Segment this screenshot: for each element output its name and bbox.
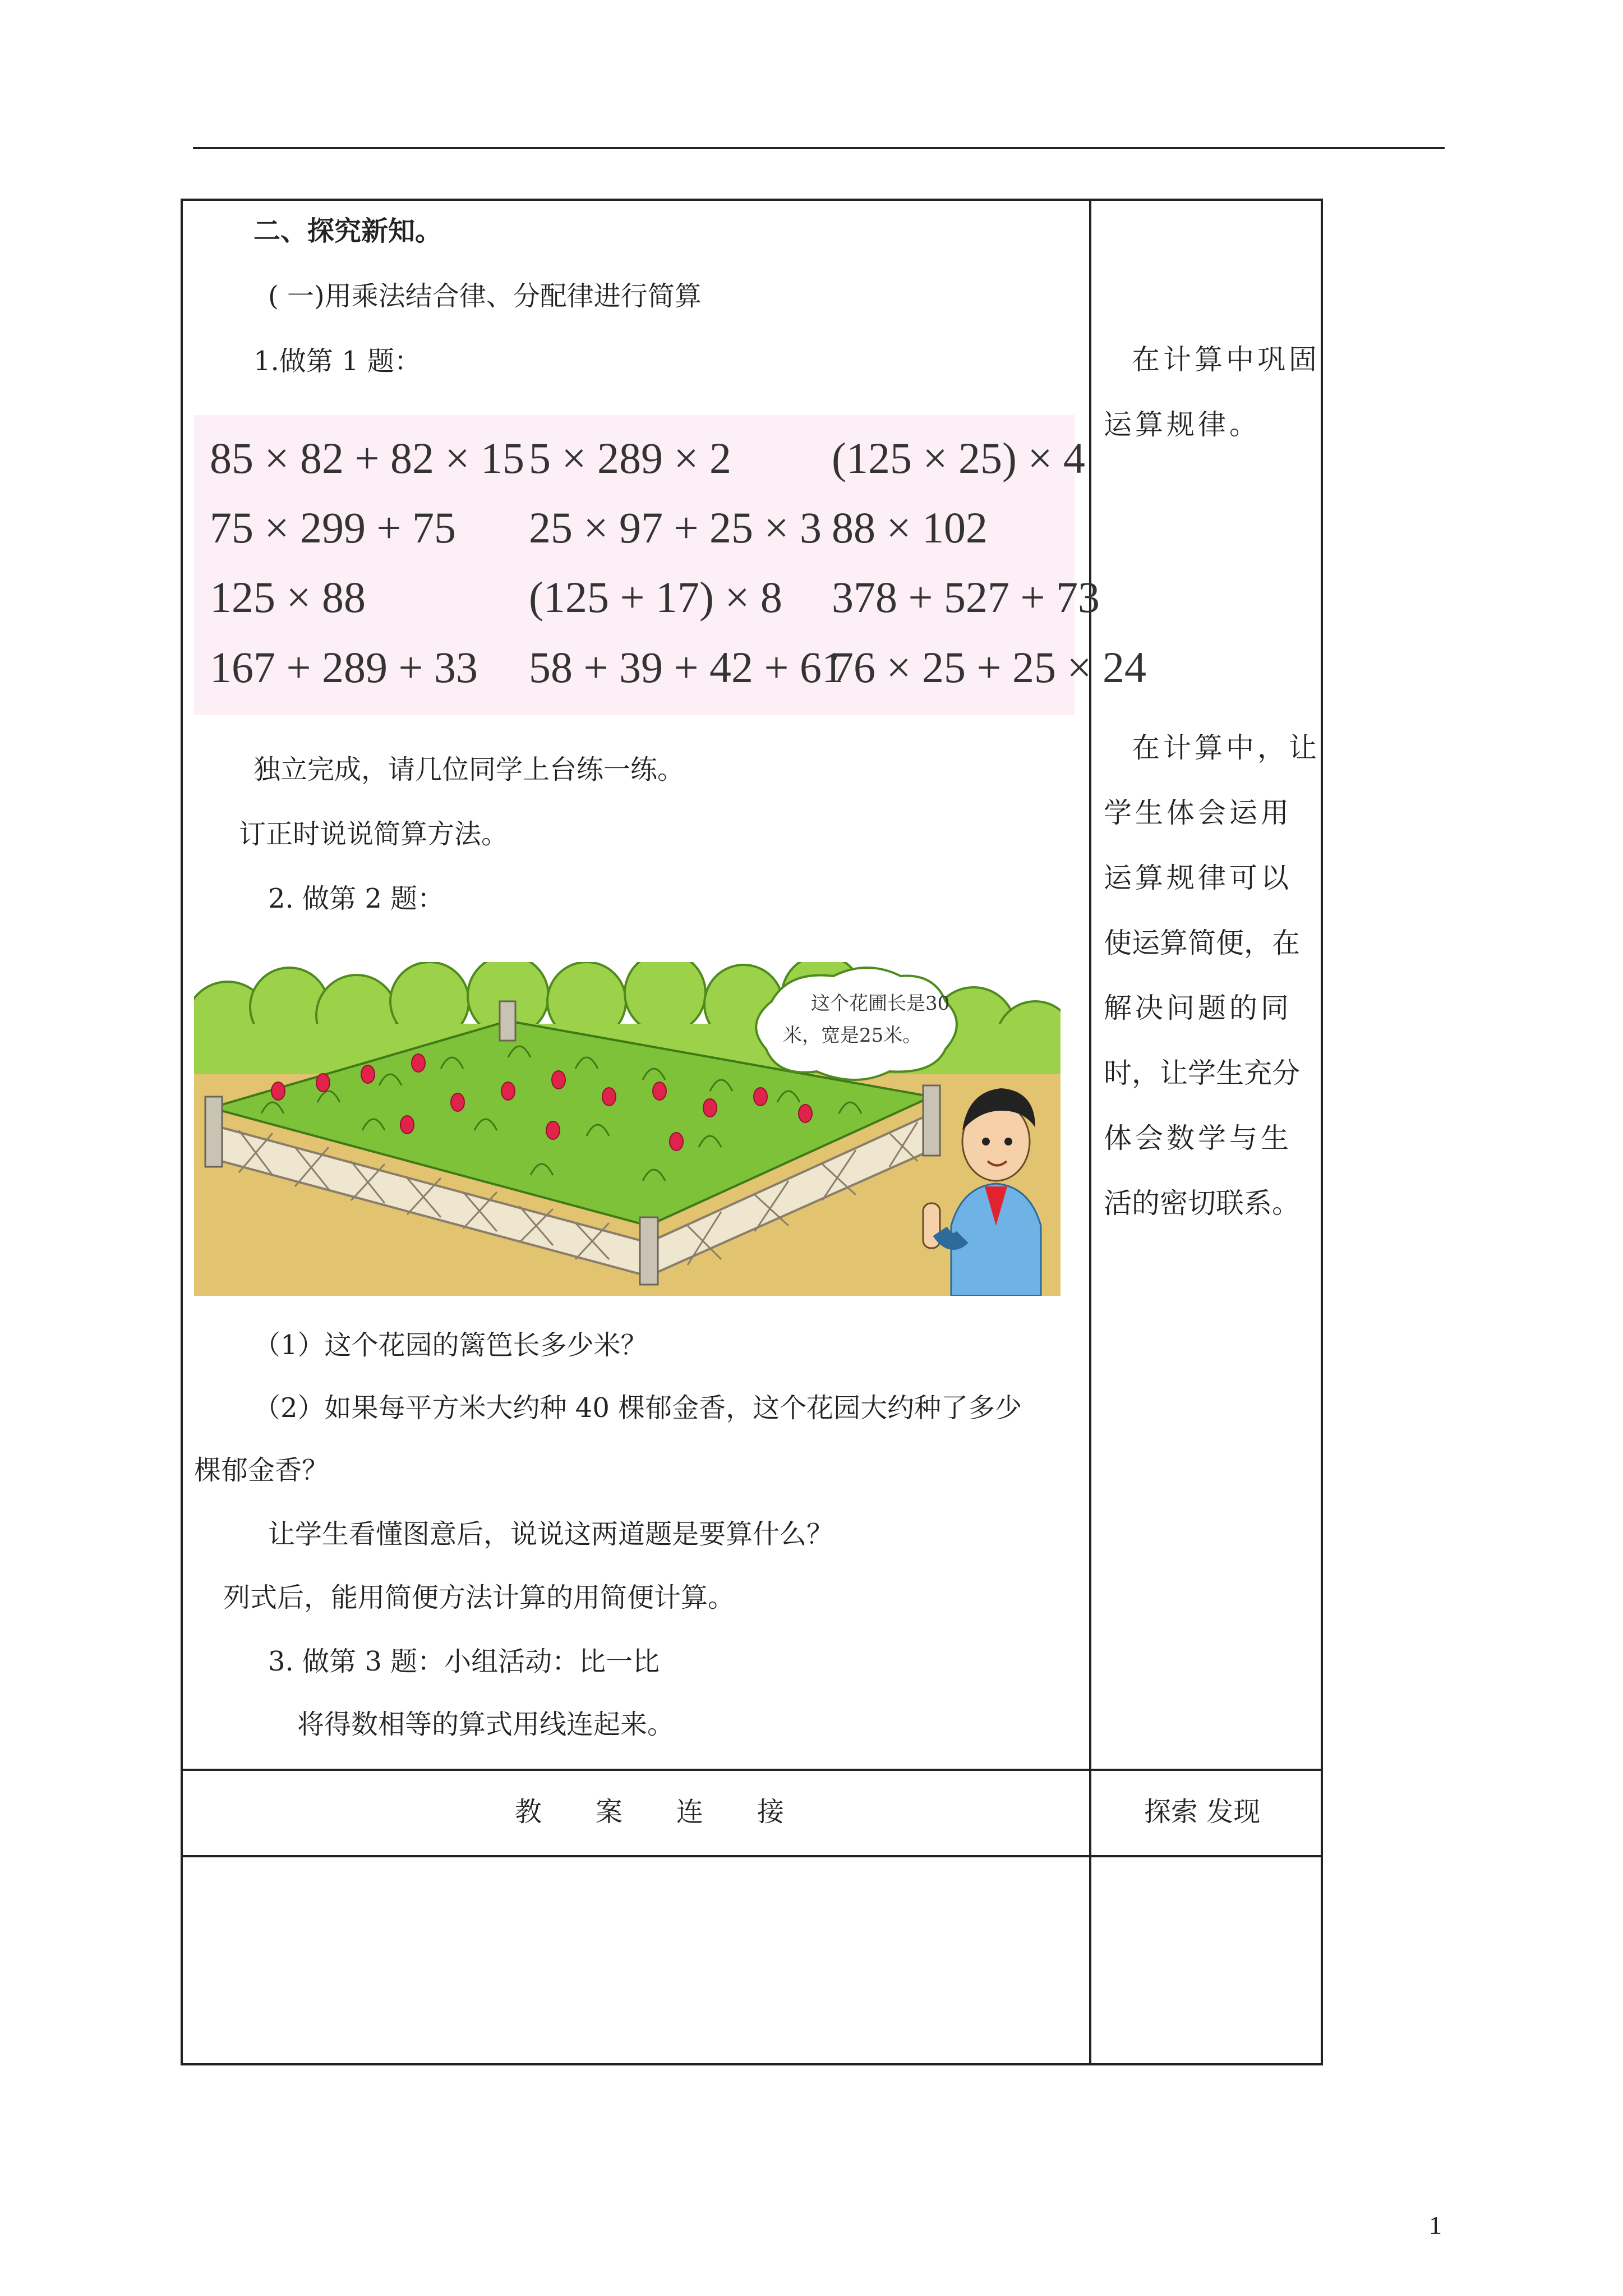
page-number: 1 <box>1429 2211 1442 2239</box>
sidebar-note-line: 在计算中巩固 <box>1132 343 1320 376</box>
lesson-link-label: 教 案 连 接 <box>515 1796 785 1828</box>
question-2-label: 2. 做第 2 题： <box>268 883 445 914</box>
q2-subquestion-2-line-1: （2）如果每平方米大约种 40 棵郁金香，这个花园大约种了多少 <box>253 1392 1022 1424</box>
sidebar-note-2 <box>1104 715 1320 1236</box>
explore-discover-label: 探索 发现 <box>1144 1796 1261 1828</box>
sidebar-note-line: 体会数学与生 <box>1104 1122 1292 1154</box>
q1-correction: 订正时说说简算方法。 <box>239 818 509 850</box>
expression: 378 + 527 + 73 <box>832 573 1100 622</box>
expression: (125 + 17) × 8 <box>529 573 782 622</box>
expression: 58 + 39 + 42 + 61 <box>529 643 843 692</box>
subsection-title: ( 一)用乘法结合律、分配律进行简算 <box>268 280 702 312</box>
question-1-label: 1.做第 1 题： <box>253 346 421 377</box>
sidebar-note-line: 解决问题的同 <box>1104 992 1292 1024</box>
q2-method: 列式后，能用简便方法计算的用简便计算。 <box>223 1582 735 1613</box>
header-rule <box>193 147 1445 149</box>
q2-subquestion-1: （1）这个花园的篱笆长多少米？ <box>253 1329 648 1361</box>
sidebar-note-line: 活的密切联系。 <box>1104 1187 1300 1220</box>
sidebar-note-line: 在计算中，让 <box>1132 731 1320 764</box>
q1-instruction: 独立完成，请几位同学上台练一练。 <box>253 754 685 785</box>
sidebar-note-line: 运算规律可以 <box>1104 862 1292 894</box>
garden-illustration <box>194 962 1061 1296</box>
expression-panel <box>194 415 1146 715</box>
sidebar-note-line: 使运算简便，在 <box>1104 927 1300 959</box>
column-divider <box>1089 199 1091 2065</box>
sidebar-note-line: 运算规律。 <box>1104 408 1261 441</box>
q2-subquestion-2-line-2: 棵郁金香？ <box>194 1455 329 1486</box>
sidebar-note-line: 学生体会运用 <box>1104 797 1292 829</box>
expression: 167 + 289 + 33 <box>210 643 478 692</box>
expression: 125 × 88 <box>210 573 366 622</box>
expression: 75 × 299 + 75 <box>210 503 456 552</box>
expression: (125 × 25) × 4 <box>832 434 1085 482</box>
section-title: 二、探究新知。 <box>253 215 442 247</box>
q2-instruction: 让学生看懂图意后，说说这两道题是要算什么？ <box>268 1519 834 1550</box>
speech-bubble-line-2: 米，宽是25米。 <box>783 1024 922 1047</box>
q3-instruction: 将得数相等的算式用线连起来。 <box>297 1709 675 1740</box>
speech-bubble-line-1: 这个花圃长是30 <box>811 992 950 1015</box>
expression: 76 × 25 + 25 × 24 <box>832 643 1146 692</box>
expression: 25 × 97 + 25 × 3 <box>529 503 822 552</box>
question-3-label: 3. 做第 3 题：小组活动：比一比 <box>268 1646 660 1677</box>
row-divider-footer <box>181 1769 1323 1771</box>
expression: 85 × 82 + 82 × 15 <box>210 434 524 482</box>
row-divider-blank <box>181 1855 1323 1857</box>
expression: 5 × 289 × 2 <box>529 434 731 482</box>
sidebar-note-1 <box>1104 327 1320 457</box>
expression: 88 × 102 <box>832 503 988 552</box>
sidebar-note-line: 时，让学生充分 <box>1104 1057 1300 1089</box>
